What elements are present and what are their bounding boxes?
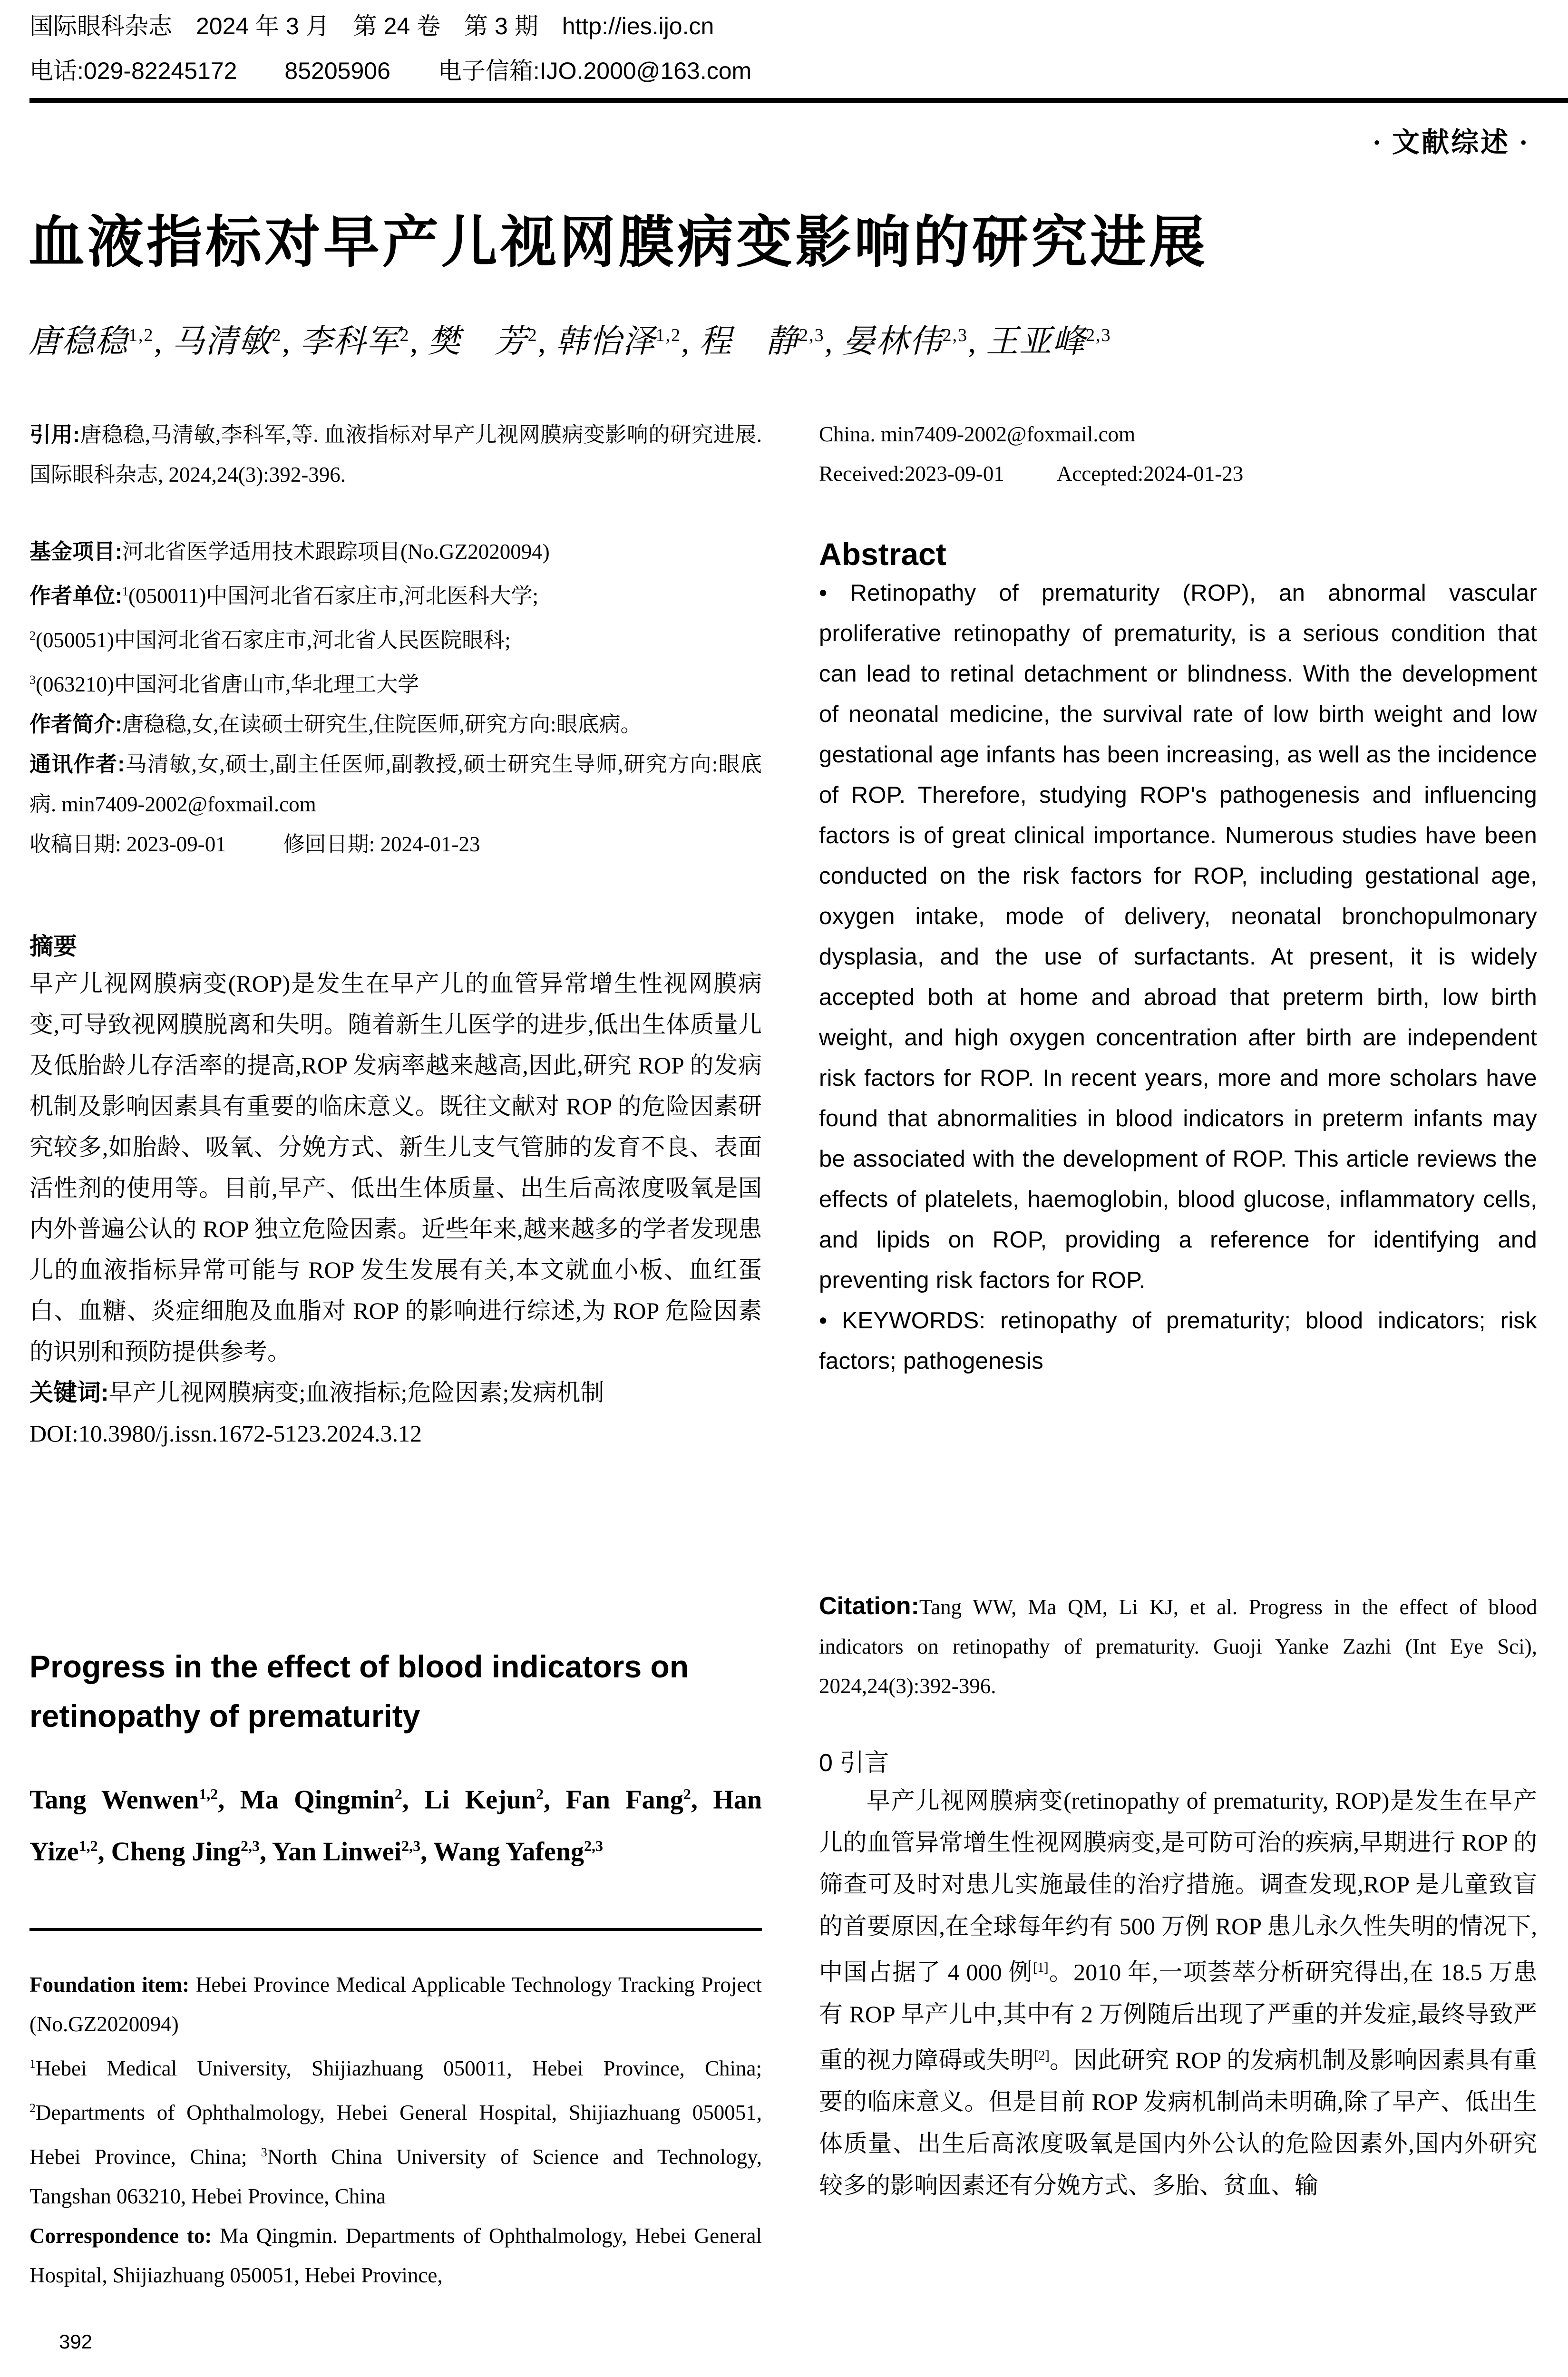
affiliation-mark: 2 <box>394 1785 402 1802</box>
affiliation-mark: 2 <box>536 1785 544 1802</box>
abstract-heading-cn: 摘要 <box>29 933 77 960</box>
author-cn: 樊 芳 <box>428 323 528 360</box>
author-en: Han Yize <box>29 1785 762 1867</box>
author-cn: 唐稳稳 <box>29 323 129 360</box>
author-en: Wang Yafeng <box>433 1837 584 1867</box>
author-cn: 马清敏 <box>172 323 272 360</box>
citation-text: 唐稳稳,马清敏,李科军,等. 血液指标对早产儿视网膜病变影响的研究进展. 国际眼科杂志, 2024,24(3):392-396. <box>29 423 762 487</box>
reference-link[interactable]: [2] <box>1034 2048 1050 2063</box>
affiliation-mark: 1,2 <box>78 1837 98 1854</box>
affiliation-mark: 2,3 <box>240 1837 260 1854</box>
article-title-cn: 血液指标对早产儿视网膜病变影响的研究进展 <box>29 211 1208 274</box>
fund-label: 基金项目: <box>29 539 122 564</box>
doi: DOI:10.3980/j.issn.1672-5123.2024.3.12 <box>29 1420 422 1447</box>
author-list-en: Tang Wenwen$^{1,2}$, Ma Qingmin$^2$, Li Kejun$^2$, Fan Fang$^2$, Han Yize$^{1,2}$, Cheng Jing$^{2,3}$, Yan Linwei$^{2,3}$, Wang Yafeng$^{2,3}$ <box>29 1785 762 1867</box>
unit-3: (063210)中国河北省唐山市,华北理工大学 <box>36 672 419 696</box>
bio-label: 作者简介: <box>29 712 122 736</box>
journal-header-line: 国际眼科杂志 2024 年 3 月 第 24 卷 第 3 期 http://ies.ijo.cn <box>29 13 714 39</box>
bio-text: 唐稳稳,女,在读硕士研究生,住院医师,研究方向:眼底病。 <box>122 712 642 736</box>
keywords-label-cn: 关键词: <box>29 1379 109 1406</box>
foundation-text: Hebei Province Medical Applicable Technology Tracking Project (No.GZ2020094) <box>29 1973 762 2036</box>
citation-text-en: Tang WW, Ma QM, Li KJ, et al. Progress in the effect of blood indicators on retinopathy of prematurity. Guoji Yanke Zazhi (Int Eye Sci), 2024,24(3):392-396. <box>819 1595 1537 1698</box>
foundation-label: Foundation item: <box>29 1973 190 1997</box>
author-en: Tang Wenwen <box>29 1785 199 1815</box>
corr-text: 马清敏,女,硕士,副主任医师,副教授,硕士研究生导师,研究方向:眼底病. min7409-2002@foxmail.com <box>29 752 762 816</box>
author-en: Fan Fang <box>565 1785 683 1815</box>
page-number: 392 <box>59 2330 93 2353</box>
affiliation-mark: 1,2 <box>128 325 154 345</box>
author-en: Ma Qingmin <box>240 1785 395 1815</box>
revised-date: 修回日期: 2024-01-23 <box>283 832 480 856</box>
unit-2: (050051)中国河北省石家庄市,河北省人民医院眼科; <box>36 628 511 652</box>
intro-paragraph: 早产儿视网膜病变(retinopathy of prematurity, ROP)是发生在早产儿的血管异常增生性视网膜病变,是可防可治的疾病,早期进行 ROP 的筛查可及时对患儿实施最佳的治疗措施。调查发现,ROP 是儿童致盲的首要原因,在全球每年约有 500 万例 ROP 患儿永久性失明的情况下,中国占据了 4 000 例[1]。2010 年,一项荟萃分析研究得出,在 18.5 万患有 ROP 早产儿中,其中有 2 万例随后出现了严重的并发症,最终导致严重的视力障碍或失明[2]。因此研究 ROP 的发病机制及影响因素具有重要的临床意义。但是目前 ROP 发病机制尚未明确,除了早产、低出生体质量、出生后高浓度吸氧是国内外公认的危险因素外,国内外研究较多的影响因素还有分娩方式、多胎、贫血、输 <box>819 1787 1538 2199</box>
received-date: 收稿日期: 2023-09-01 <box>29 832 226 856</box>
abstract-heading-en: Abstract <box>819 536 946 572</box>
accepted-date-en: Accepted:2024-01-23 <box>1056 462 1244 486</box>
affiliation-mark: 2 <box>272 325 282 345</box>
article-title-en: Progress in the effect of blood indicators on retinopathy of prematurity <box>29 1649 689 1734</box>
section-tag: · 文献综述 · <box>1372 127 1530 158</box>
affiliation-mark: 2 <box>683 1785 691 1802</box>
keywords-text-cn: 早产儿视网膜病变;血液指标;危险因素;发病机制 <box>108 1379 604 1406</box>
affiliation-2: Departments of Ophthalmology, Hebei General Hospital, Shijiazhuang 050051, Hebei Province, China; <box>29 2101 762 2169</box>
corr-continuation-block <box>819 415 1537 494</box>
citation-label-en: Citation: <box>819 1592 919 1620</box>
keywords-en: • KEYWORDS: retinopathy of prematurity; blood indicators; risk factors; pathogenesis <box>819 1308 1537 1374</box>
abstract-text-en: • Retinopathy of prematurity (ROP), an abnormal vascular proliferative retinopathy of prematurity, is a serious condition that can lead to retinal detachment or blindness. With the development of neonatal medicine, the survival rate of low birth weight and low gestational age infants has been increasing, as well as the incidence of ROP. Therefore, studying ROP's pathogenesis and influencing factors is of great clinical importance. Numerous studies have been conducted on the risk factors for ROP, including gestational age, oxygen intake, mode of delivery, neonatal bronchopulmonary dysplasia, and the use of surfactants. At present, it is widely accepted both at home and abroad that preterm birth, low birth weight, and high oxygen concentration after birth are independent risk factors for ROP. In recent years, more and more scholars have found that abnormalities in blood indicators in preterm infants may be associated with the development of ROP. This article reviews the effects of platelets, haemoglobin, blood glucose, inflammatory cells, and lipids on ROP, providing a reference for identifying and preventing risk factors for ROP. <box>819 580 1537 1293</box>
affiliation-mark: 2 <box>527 325 538 345</box>
affiliation-mark: 2,3 <box>584 1837 604 1854</box>
affiliation-mark: 2 <box>399 325 410 345</box>
corr-email-cont: China. min7409-2002@foxmail.com <box>819 422 1136 446</box>
affiliation-mark: 2,3 <box>1086 325 1111 345</box>
header-divider <box>29 98 1568 103</box>
correspondence-label: Correspondence to: <box>29 2224 212 2248</box>
affiliation-mark: 1,2 <box>199 1785 218 1802</box>
intro-heading: 0 引言 <box>819 1749 889 1777</box>
author-cn: 程 静 <box>699 323 799 360</box>
author-list-cn: 唐稳稳$^{1,2}$, 马清敏$^2$, 李科军$^2$, 樊 芳$^2$, 韩怡泽$^{1,2}$, 程 静$^{2,3}$, 晏林伟$^{2,3}$, 王亚峰$^{2,3}$ <box>29 323 1111 360</box>
citation-cn-block <box>29 415 762 495</box>
abstract-text-cn: 早产儿视网膜病变(ROP)是发生在早产儿的血管异常增生性视网膜病变,可导致视网膜脱离和失明。随着新生儿医学的进步,低出生体质量儿及低胎龄儿存活率的提高,ROP 发病率越来越高,因此,研究 ROP 的发病机制及影响因素具有重要的临床意义。既往文献对 ROP 的危险因素研究较多,如胎龄、吸氧、分娩方式、新生儿支气管肺的发育不良、表面活性剂的使用等。目前,早产、低出生体质量、出生后高浓度吸氧是国内外普遍公认的 ROP 独立危险因素。近些年来,越来越多的学者发现患儿的血液指标异常可能与 ROP 发生发展有关,本文就血小板、血红蛋白、血糖、炎症细胞及血脂对 ROP 的影响进行综述,为 ROP 危险因素的识别和预防提供参考。 <box>29 970 762 1365</box>
foundation-affiliations-en: Foundation item: Hebei Province Medical Applicable Technology Tracking Project (No.GZ2020094) $^1$Hebei Medical University, Shijiazhuang 050011, Hebei Province, China; $^2$Departments of Ophthalmology, Hebei General Hospital, Shijiazhuang 050051, Hebei Province, China; $^3$North China University of Science and Technology, Tangshan 063210, Hebei Province, China Correspondence to: Ma Qingmin. Departments of Ophthalmology, Hebei General Hospital, Shijiazhuang 050051, Hebei Province, <box>29 1973 762 2287</box>
author-en: Cheng Jing <box>111 1837 241 1867</box>
abstract-cn <box>29 930 762 1454</box>
unit-1: (050011)中国河北省石家庄市,河北医科大学; <box>128 584 539 608</box>
correspondence-text: Ma Qingmin. Departments of Ophthalmology, Hebei General Hospital, Shijiazhuang 050051, Hebei Province, <box>29 2224 762 2287</box>
unit-label: 作者单位: <box>29 584 122 608</box>
affiliation-1: Hebei Medical University, Shijiazhuang 050011, Hebei Province, China; <box>36 2056 762 2080</box>
citation-label: 引用: <box>29 422 80 447</box>
introduction-section <box>819 1746 1537 2206</box>
journal-contact-line: 电话:029-82245172 85205906 电子信箱:IJO.2000@163.com <box>29 58 752 84</box>
affiliation-mark: 2,3 <box>942 325 968 345</box>
author-en: Li Kejun <box>424 1785 536 1815</box>
author-cn: 晏林伟 <box>842 323 943 360</box>
article-info-block: 基金项目:河北省医学适用技术跟踪项目(No.GZ2020094) 作者单位:$^1$(050011)中国河北省石家庄市,河北医科大学; $^2$(050051)中国河北省石家庄市,河北省人民医院眼科; $^3$(063210)中国河北省唐山市,华北理工大学 作者简介:唐稳稳,女,在读硕士研究生,住院医师,研究方向:眼底病。 通讯作者:马清敏,女,硕士,副主任医师,副教授,硕士研究生导师,研究方向:眼底病. min7409-2002@foxmail.com 收稿日期: 2023-09-01 修回日期: 2024-01-23 <box>29 539 762 856</box>
citation-en-block <box>819 1587 1537 1706</box>
author-cn: 李科军 <box>300 323 400 360</box>
reference-link[interactable]: [1] <box>1032 1960 1049 1975</box>
received-date-en: Received:2023-09-01 <box>819 462 1004 486</box>
corr-label: 通讯作者: <box>29 752 125 776</box>
affiliation-mark: 2,3 <box>799 325 825 345</box>
affiliation-3: North China University of Science and Technology, Tangshan 063210, Hebei Province, China <box>29 2145 762 2208</box>
abstract-en <box>819 535 1537 1382</box>
author-cn: 韩怡泽 <box>555 323 656 360</box>
affiliation-mark: 2,3 <box>401 1837 421 1854</box>
section-divider <box>29 1928 762 1931</box>
fund-text: 河北省医学适用技术跟踪项目(No.GZ2020094) <box>122 540 550 564</box>
affiliation-mark: 1,2 <box>655 325 682 345</box>
author-cn: 王亚峰 <box>986 323 1086 360</box>
author-en: Yan Linwei <box>272 1837 402 1867</box>
